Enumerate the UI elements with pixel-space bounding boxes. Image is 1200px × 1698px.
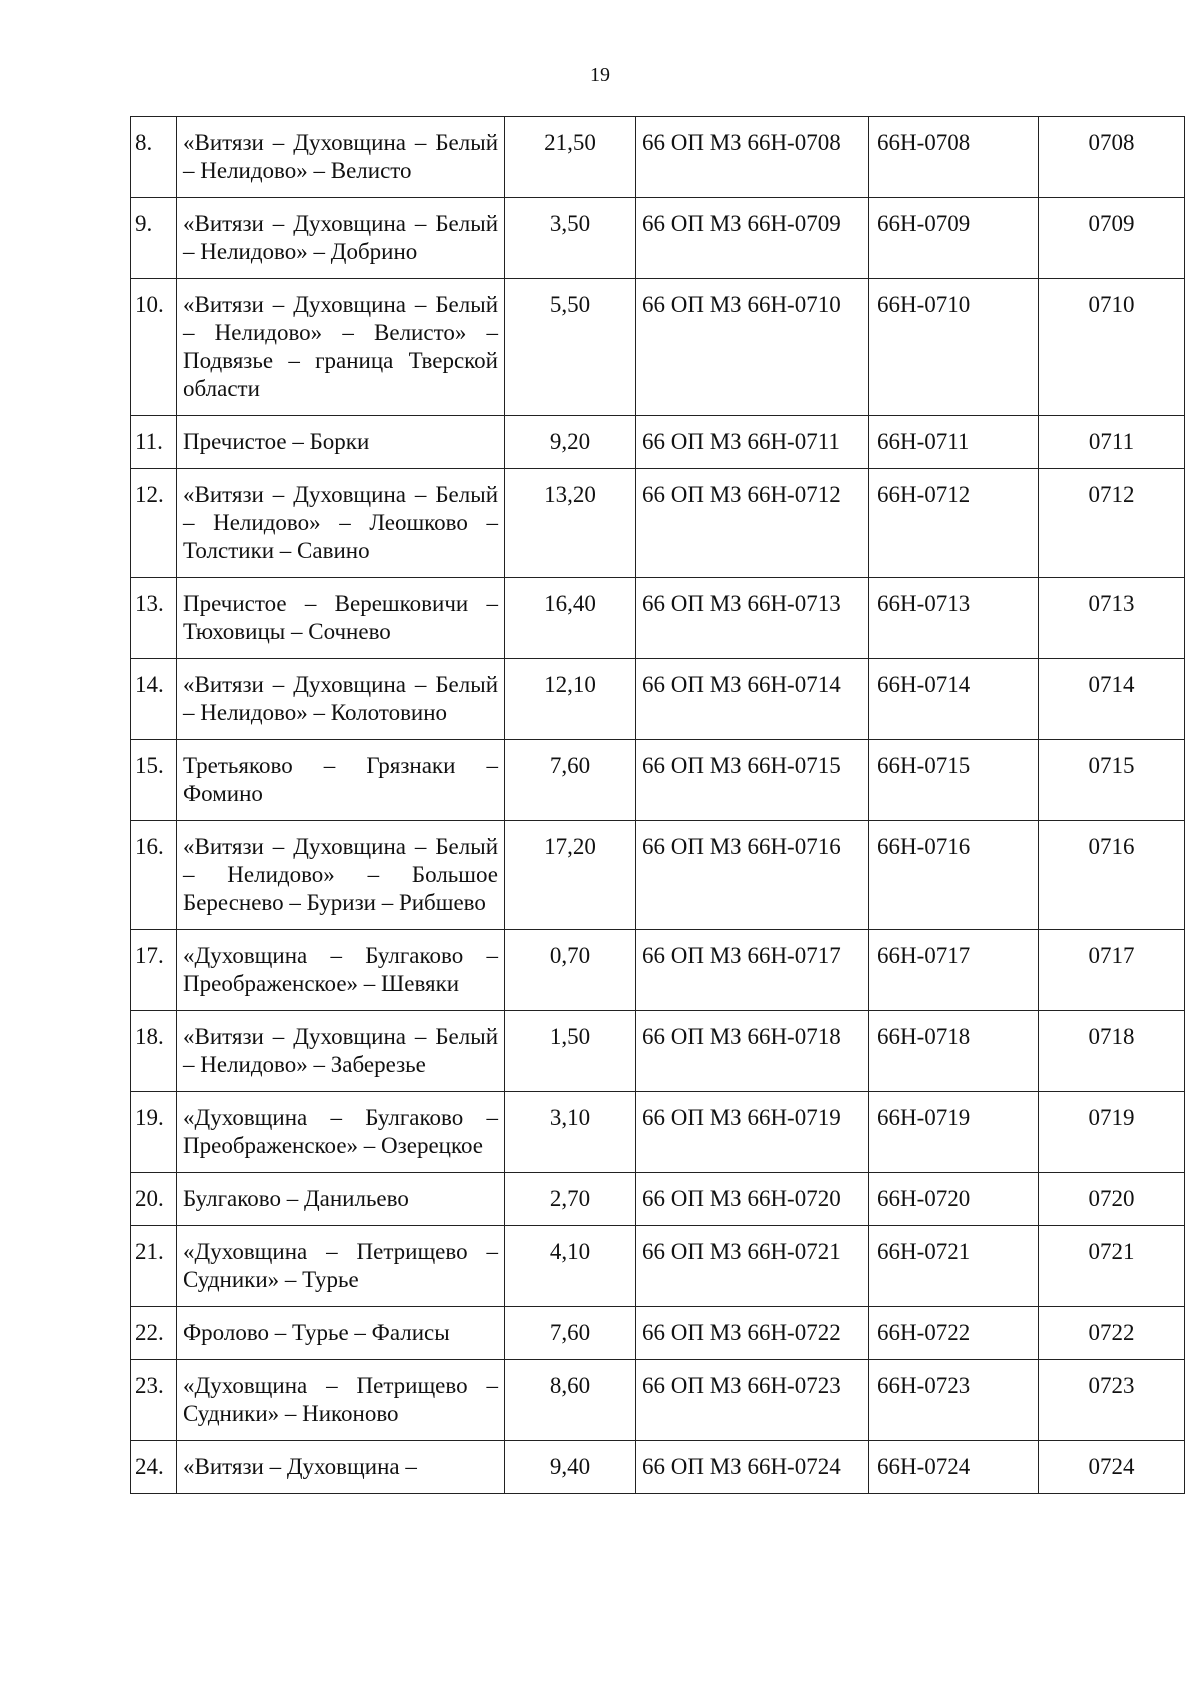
road-identifier: 66 ОП МЗ 66Н-0708 [636,117,869,198]
row-number: 21. [131,1226,177,1307]
row-number: 18. [131,1011,177,1092]
road-name: «Витязи – Духовщина – Белый – Нелидово» – Добрино [177,198,505,279]
road-identifier: 66 ОП МЗ 66Н-0721 [636,1226,869,1307]
road-registry-number: 66Н-0708 [869,117,1039,198]
road-length: 16,40 [505,578,636,659]
road-name: «Духовщина – Булгаково – Преображенское» – Озерецкое [177,1092,505,1173]
row-number: 16. [131,821,177,930]
table-row [131,740,1185,821]
roads-table-body [131,117,1185,1494]
road-name: «Витязи – Духовщина – Белый – Нелидово» – Велисто» – Подвязье – граница Тверской области [177,279,505,416]
road-length: 0,70 [505,930,636,1011]
row-number: 22. [131,1307,177,1360]
road-code: 0723 [1039,1360,1185,1441]
road-identifier: 66 ОП МЗ 66Н-0720 [636,1173,869,1226]
road-length: 12,10 [505,659,636,740]
table-row [131,1307,1185,1360]
table-row [131,198,1185,279]
road-identifier: 66 ОП МЗ 66Н-0711 [636,416,869,469]
road-registry-number: 66Н-0721 [869,1226,1039,1307]
row-number: 9. [131,198,177,279]
table-row [131,578,1185,659]
road-identifier: 66 ОП МЗ 66Н-0714 [636,659,869,740]
table-row [131,1226,1185,1307]
road-name: «Витязи – Духовщина – Белый – Нелидово» – Заберезье [177,1011,505,1092]
road-registry-number: 66Н-0709 [869,198,1039,279]
road-length: 3,50 [505,198,636,279]
road-name: Булгаково – Данильево [177,1173,505,1226]
road-identifier: 66 ОП МЗ 66Н-0712 [636,469,869,578]
road-code: 0721 [1039,1226,1185,1307]
road-code: 0708 [1039,117,1185,198]
road-code: 0719 [1039,1092,1185,1173]
road-code: 0714 [1039,659,1185,740]
road-code: 0716 [1039,821,1185,930]
road-length: 21,50 [505,117,636,198]
road-identifier: 66 ОП МЗ 66Н-0718 [636,1011,869,1092]
road-identifier: 66 ОП МЗ 66Н-0717 [636,930,869,1011]
road-code: 0712 [1039,469,1185,578]
road-registry-number: 66Н-0714 [869,659,1039,740]
table-row [131,1360,1185,1441]
table-row [131,659,1185,740]
road-identifier: 66 ОП МЗ 66Н-0709 [636,198,869,279]
road-code: 0711 [1039,416,1185,469]
table-row [131,117,1185,198]
road-length: 1,50 [505,1011,636,1092]
road-code: 0709 [1039,198,1185,279]
road-length: 17,20 [505,821,636,930]
road-name: «Витязи – Духовщина – Белый – Нелидово» – Велисто [177,117,505,198]
road-code: 0718 [1039,1011,1185,1092]
row-number: 20. [131,1173,177,1226]
road-length: 5,50 [505,279,636,416]
road-code: 0722 [1039,1307,1185,1360]
road-length: 9,40 [505,1441,636,1494]
table-row [131,279,1185,416]
road-registry-number: 66Н-0719 [869,1092,1039,1173]
road-registry-number: 66Н-0723 [869,1360,1039,1441]
road-registry-number: 66Н-0713 [869,578,1039,659]
road-registry-number: 66Н-0715 [869,740,1039,821]
road-registry-number: 66Н-0711 [869,416,1039,469]
road-code: 0715 [1039,740,1185,821]
road-name: Третьяково – Грязнаки – Фомино [177,740,505,821]
road-name: «Витязи – Духовщина – Белый – Нелидово» – Леошково – Толстики – Савино [177,469,505,578]
road-identifier: 66 ОП МЗ 66Н-0719 [636,1092,869,1173]
road-code: 0713 [1039,578,1185,659]
road-registry-number: 66Н-0718 [869,1011,1039,1092]
row-number: 17. [131,930,177,1011]
row-number: 11. [131,416,177,469]
road-registry-number: 66Н-0720 [869,1173,1039,1226]
row-number: 8. [131,117,177,198]
table-row [131,1441,1185,1494]
road-identifier: 66 ОП МЗ 66Н-0724 [636,1441,869,1494]
road-name: «Витязи – Духовщина – [177,1441,505,1494]
road-length: 8,60 [505,1360,636,1441]
road-length: 3,10 [505,1092,636,1173]
table-row [131,469,1185,578]
row-number: 23. [131,1360,177,1441]
road-identifier: 66 ОП МЗ 66Н-0723 [636,1360,869,1441]
table-row [131,1092,1185,1173]
table-row [131,416,1185,469]
road-registry-number: 66Н-0722 [869,1307,1039,1360]
row-number: 13. [131,578,177,659]
road-registry-number: 66Н-0724 [869,1441,1039,1494]
road-identifier: 66 ОП МЗ 66Н-0710 [636,279,869,416]
row-number: 10. [131,279,177,416]
table-row [131,1173,1185,1226]
roads-table [130,116,1185,1494]
road-code: 0717 [1039,930,1185,1011]
road-length: 7,60 [505,1307,636,1360]
road-name: Пречистое – Верешковичи – Тюховицы – Сочнево [177,578,505,659]
road-identifier: 66 ОП МЗ 66Н-0713 [636,578,869,659]
road-registry-number: 66Н-0710 [869,279,1039,416]
road-registry-number: 66Н-0717 [869,930,1039,1011]
road-name: Фролово – Турье – Фалисы [177,1307,505,1360]
road-length: 7,60 [505,740,636,821]
road-code: 0724 [1039,1441,1185,1494]
road-identifier: 66 ОП МЗ 66Н-0716 [636,821,869,930]
road-code: 0720 [1039,1173,1185,1226]
road-code: 0710 [1039,279,1185,416]
road-name: «Духовщина – Булгаково – Преображенское» – Шевяки [177,930,505,1011]
road-registry-number: 66Н-0712 [869,469,1039,578]
table-row [131,1011,1185,1092]
row-number: 15. [131,740,177,821]
road-length: 13,20 [505,469,636,578]
road-name: Пречистое – Борки [177,416,505,469]
road-name: «Витязи – Духовщина – Белый – Нелидово» – Большое Береснево – Буризи – Рибшево [177,821,505,930]
row-number: 14. [131,659,177,740]
row-number: 24. [131,1441,177,1494]
road-name: «Духовщина – Петрищево – Судники» – Никоново [177,1360,505,1441]
road-registry-number: 66Н-0716 [869,821,1039,930]
row-number: 19. [131,1092,177,1173]
road-length: 4,10 [505,1226,636,1307]
page-number: 19 [590,64,610,86]
table-row [131,930,1185,1011]
road-length: 9,20 [505,416,636,469]
road-name: «Духовщина – Петрищево – Судники» – Турье [177,1226,505,1307]
row-number: 12. [131,469,177,578]
table-row [131,821,1185,930]
road-name: «Витязи – Духовщина – Белый – Нелидово» – Колотовино [177,659,505,740]
road-identifier: 66 ОП МЗ 66Н-0715 [636,740,869,821]
road-identifier: 66 ОП МЗ 66Н-0722 [636,1307,869,1360]
road-length: 2,70 [505,1173,636,1226]
